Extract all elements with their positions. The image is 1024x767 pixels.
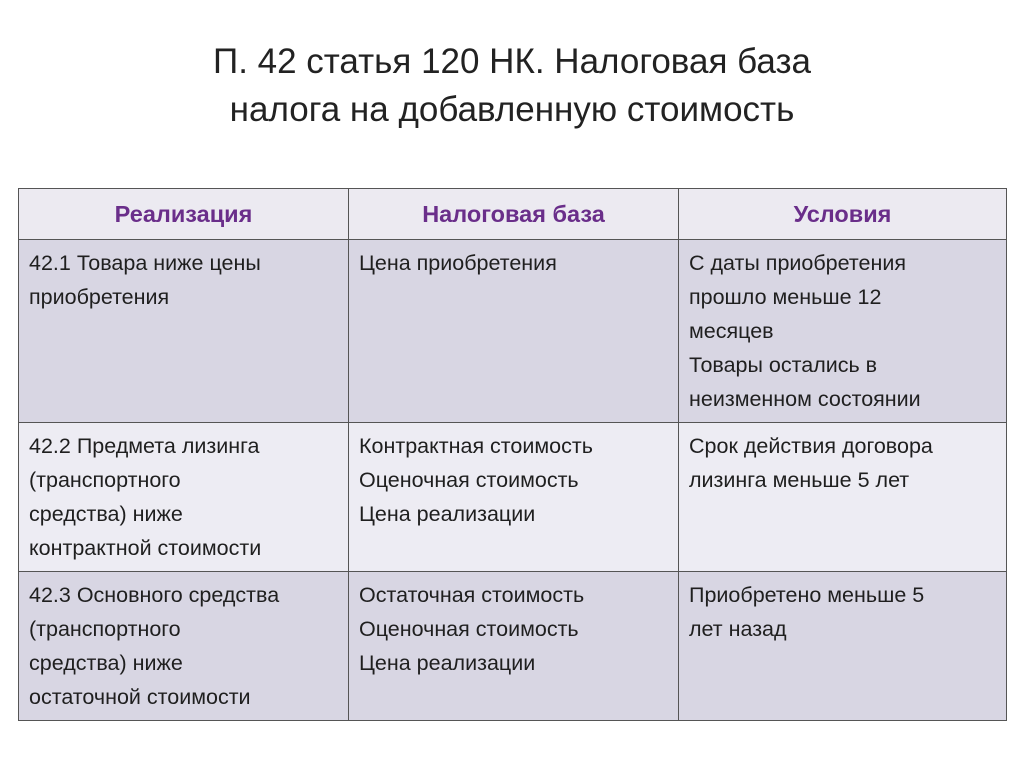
cell-text-line: средства) ниже: [29, 651, 183, 675]
cell-text-line: прошло меньше 12: [689, 285, 882, 309]
cell-conditions: [679, 572, 1007, 721]
cell-text-line: 42.3 Основного средства: [29, 583, 280, 607]
cell-conditions: [679, 240, 1007, 423]
header-conditions: Условия: [679, 189, 1007, 240]
slide-title-line-2: налога на добавленную стоимость: [229, 90, 795, 129]
cell-text-line: средства) ниже: [29, 502, 183, 526]
tax-base-table: [18, 188, 1007, 721]
slide-title: [0, 38, 1024, 134]
cell-text-line: Срок действия договора: [689, 434, 933, 458]
cell-text-line: (транспортного: [29, 617, 181, 641]
cell-tax-base: [349, 572, 679, 721]
cell-tax-base: [349, 423, 679, 572]
cell-text-line: Цена приобретения: [359, 251, 557, 275]
cell-text-line: 42.2 Предмета лизинга: [29, 434, 260, 458]
table-row: [19, 423, 1007, 572]
cell-text-line: приобретения: [29, 285, 170, 309]
table-row: [19, 572, 1007, 721]
cell-realization: [19, 240, 349, 423]
cell-text-line: (транспортного: [29, 468, 181, 492]
cell-text-line: месяцев: [689, 319, 774, 343]
cell-realization: [19, 423, 349, 572]
cell-text-line: Остаточная стоимость: [359, 583, 585, 607]
cell-text-line: Приобретено меньше 5: [689, 583, 925, 607]
cell-text-line: лет назад: [689, 617, 787, 641]
slide-title-line-1: П. 42 статья 120 НК. Налоговая база: [213, 42, 811, 81]
cell-text-line: неизменном состоянии: [689, 387, 921, 411]
cell-text-line: контрактной стоимости: [29, 536, 262, 560]
cell-text-line: С даты приобретения: [689, 251, 906, 275]
cell-text-line: 42.1 Товара ниже цены: [29, 251, 261, 275]
cell-text-line: Цена реализации: [359, 502, 536, 526]
table-row: [19, 240, 1007, 423]
cell-conditions: [679, 423, 1007, 572]
cell-text-line: Цена реализации: [359, 651, 536, 675]
cell-tax-base: [349, 240, 679, 423]
header-tax-base: Налоговая база: [349, 189, 679, 240]
cell-text-line: Оценочная стоимость: [359, 468, 579, 492]
header-realization: Реализация: [19, 189, 349, 240]
cell-text-line: Оценочная стоимость: [359, 617, 579, 641]
cell-realization: [19, 572, 349, 721]
table-header-row: [19, 189, 1007, 240]
cell-text-line: лизинга меньше 5 лет: [689, 468, 910, 492]
cell-text-line: Товары остались в: [689, 353, 878, 377]
cell-text-line: остаточной стоимости: [29, 685, 251, 709]
cell-text-line: Контрактная стоимость: [359, 434, 593, 458]
